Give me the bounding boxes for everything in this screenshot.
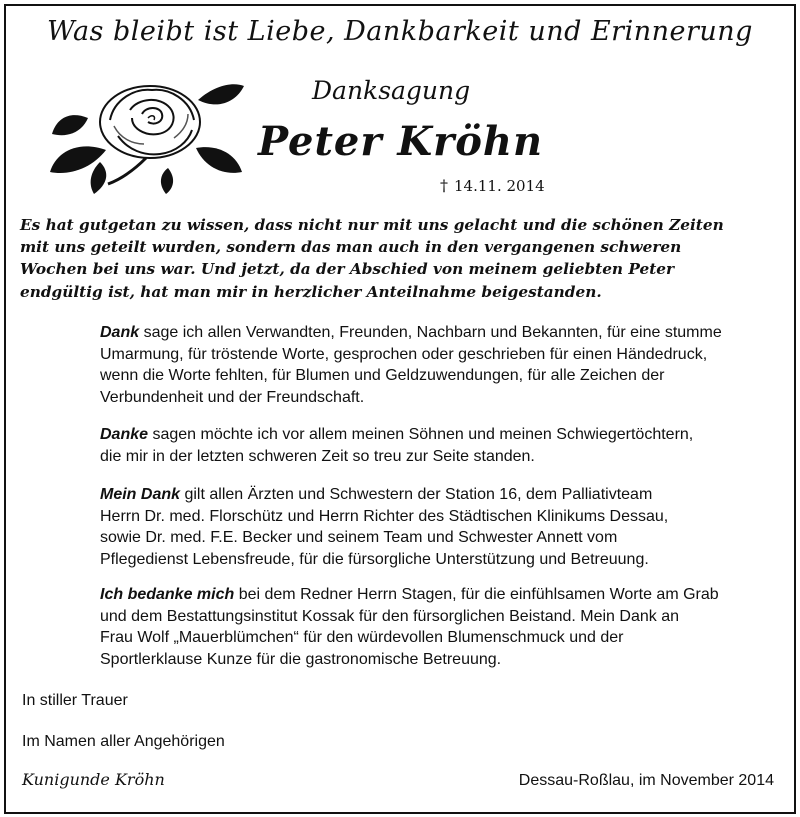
closing-mourning: In stiller Trauer [22,692,128,709]
paragraph-line: sowie Dr. med. F.E. Becker und seinem Team und Schwester Annett vom [100,529,618,547]
cross-icon: † [440,176,448,195]
signature: Kunigunde Kröhn [22,770,165,789]
paragraph-line: die mir in der letzten schweren Zeit so treu zur Seite standen. [100,447,535,465]
paragraph-line: wenn die Worte fehlten, für Blumen und Geldzuwendungen, für alle Zeichen der [100,367,665,385]
paragraph-line: sage ich allen Verwandten, Freunden, Nachbarn und Bekannten, für eine stumme [139,324,722,341]
intro-line: Es hat gutgetan zu wissen, dass nicht nur mit uns gelacht und die schönen Zeiten [20,216,724,234]
paragraph-line: Umarmung, für tröstende Worte, gesprochen oder geschrieben für einen Händedruck, [100,345,708,363]
thanks-medical-paragraph [100,484,790,570]
thanks-funeral-paragraph [100,584,790,670]
intro-line: mit uns geteilt wurden, sondern das man auch in den vergangenen schweren [20,238,682,257]
paragraph-line: Frau Wolf „Mauerblümchen“ für den würdevollen Blumenschmuck und der [100,629,624,647]
paragraph-line: und dem Bestattungsinstitut Kossak für den fürsorglichen Beistand. Mein Dank an [100,607,679,625]
death-date [440,176,545,195]
paragraph-line: bei dem Redner Herrn Stagen, für die einfühlsamen Worte am Grab [234,586,719,603]
closing-relatives: Im Namen aller Angehörigen [22,733,225,750]
place-date: Dessau-Roßlau, im November 2014 [518,772,774,789]
thanks-family-paragraph [100,424,790,467]
paragraph-line: Verbundenheit und der Freundschaft. [100,388,365,406]
thanks-paragraph [100,322,790,408]
paragraph-line: Pflegedienst Lebensfreude, für die fürsorgliche Unterstützung und Betreuung. [100,550,649,568]
paragraph-line: Herrn Dr. med. Florschütz und Herrn Richter des Städtischen Klinikums Dessau, [100,507,669,525]
deceased-name: Peter Kröhn [258,118,544,165]
paragraph-line: gilt allen Ärzten und Schwestern der Station 16, dem Palliativteam [180,486,653,503]
title: Danksagung [312,76,471,105]
death-date-text: 14.11. 2014 [454,177,545,195]
paragraph-lead: Danke [100,426,149,443]
intro-text [20,214,790,303]
paragraph-line: sagen möchte ich vor allem meinen Söhnen und meinen Schwiegertöchtern, [148,426,694,443]
rose-illustration [48,80,248,195]
paragraph-line: Sportlerklause Kunze für die gastronomische Betreuung. [100,650,502,668]
paragraph-lead: Dank [100,324,140,341]
intro-line: endgültig ist, hat man mir in herzlicher Anteilnahme beigestanden. [20,282,602,301]
paragraph-lead: Ich bedanke mich [100,586,235,603]
intro-line: Wochen bei uns war. Und jetzt, da der Abschied von meinem geliebten Peter [20,260,675,279]
paragraph-lead: Mein Dank [100,486,181,503]
heading: Was bleibt ist Liebe, Dankbarkeit und Erinnerung [47,16,753,47]
